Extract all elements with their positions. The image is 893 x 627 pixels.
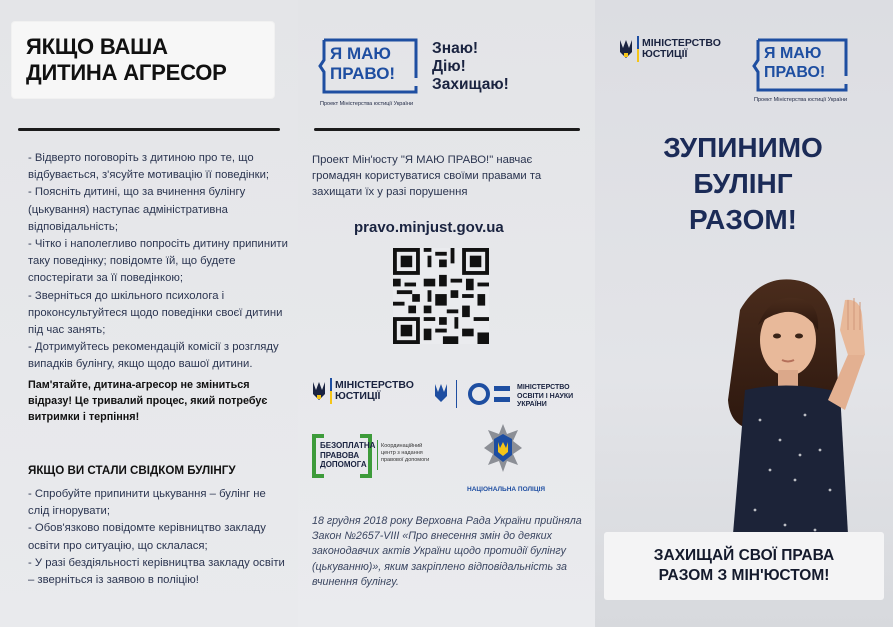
witness-advice-list — [28, 486, 290, 589]
ministry-education-line1: МІНІСТЕРСТВО — [517, 384, 570, 391]
ministry-education-logo-text — [517, 384, 573, 410]
tagline-know: Знаю! — [432, 40, 479, 57]
bottom-slogan-line1: ЗАХИЩАЙ СВОЇ ПРАВА — [653, 547, 835, 564]
warning-text: Пам'ятайте, дитина-агресор не зміниться відразу! Це тривалий процес, який потребує витримки і терпіння! — [28, 378, 268, 423]
tagline — [432, 40, 509, 94]
ministry-justice-line2: ЮСТИЦІЇ — [335, 390, 381, 402]
advice-item: - Відверто поговоріть з дитиною про те, що відбувається, з'ясуйте мотивацію її поведінки; — [28, 152, 270, 182]
panel-aggressor-child — [0, 0, 298, 627]
panel1-title-box — [12, 22, 274, 98]
advice-item: - Зверніться до шкільного психолога і проконсультуйтеся щодо поведінки своєї дитини під час занять; — [28, 289, 283, 337]
cover-ministry-line1: МІНІСТЕРСТВО — [642, 37, 721, 49]
tagline-protect: Захищаю! — [432, 76, 509, 93]
advice-item: - Поясніть дитині, що за вчинення булінгу (цькування) наступає адміністративна відповідальність; — [28, 186, 246, 233]
bottom-slogan-box — [604, 532, 884, 600]
qr-code-icon — [393, 248, 489, 344]
project-url[interactable]: pravo.minjust.gov.ua — [354, 219, 504, 236]
flag-bar-yellow — [637, 49, 639, 62]
headline-line2: БУЛІНГ — [693, 168, 793, 199]
trident-icon — [619, 38, 633, 60]
witness-advice-item: - Спробуйте припинити цькування – булінг не слід ігнорувати; — [28, 488, 266, 518]
headline-line1: ЗУПИНИМО — [663, 132, 823, 163]
panel1-title-line1: ЯКЩО ВАША — [26, 34, 168, 59]
legal-aid-center-line2: центр з надання — [381, 450, 423, 456]
legal-aid-center-line1: Координаційний — [381, 443, 423, 449]
flag-bar-yellow — [330, 391, 332, 404]
legal-aid-line3: ДОПОМОГА — [320, 460, 367, 469]
education-logo-divider — [456, 380, 457, 408]
logo-line1: Я МАЮ — [330, 44, 391, 63]
bottom-slogan-line2: РАЗОМ З МІН'ЮСТОМ! — [658, 567, 830, 584]
police-label: НАЦІОНАЛЬНА ПОЛІЦІЯ — [467, 486, 546, 493]
headline-line3: РАЗОМ! — [688, 204, 798, 235]
ministry-education-line3: УКРАЇНИ — [517, 401, 547, 408]
cover-logo-line2: ПРАВО! — [764, 64, 826, 81]
ministry-justice-logo-text — [335, 380, 414, 402]
legal-aid-center-line3: правової допомоги — [381, 457, 430, 463]
panel1-title-line2: ДИТИНА АГРЕСОР — [26, 60, 227, 85]
cover-ministry-text — [642, 38, 721, 60]
police-badge-icon — [483, 422, 523, 474]
legal-aid-line1: БЕЗОПЛАТНА — [320, 441, 376, 450]
law-text: 18 грудня 2018 року Верховна Рада України прийняла Закон №2657-VIII «Про внесення змін до деяких законодавчих актів України щодо протидії булінгу (цькуванню)», яким закріплено відповідальність за вчинення булінгу. — [312, 515, 582, 588]
advice-item: - Чітко і наполегливо попросіть дитину припинити таку поведінку; повідомте їй, що будете спостерігати за її поведінкою; — [28, 238, 288, 285]
cover-logo-line1: Я МАЮ — [764, 45, 822, 62]
logo-line2: ПРАВО! — [330, 64, 396, 83]
witness-heading: ЯКЩО ВИ СТАЛИ СВІДКОМ БУЛІНГУ — [28, 464, 236, 477]
ministry-justice-line1: МІНІСТЕРСТВО — [335, 379, 414, 391]
legal-aid-center-text — [381, 443, 429, 464]
girl-stop-gesture-image — [700, 270, 890, 570]
witness-advice-item: - Обов'язково повідомте керівництво закладу освіти про ситуацію, що склалася; — [28, 522, 266, 552]
advice-list — [28, 150, 290, 425]
cover-ministry-line2: ЮСТИЦІЇ — [642, 48, 688, 60]
legal-aid-line2: ПРАВОВА — [320, 450, 360, 460]
cover-logo-caption: Проект Міністерства юстиції України — [754, 97, 848, 103]
project-intro: Проект Мін'юсту "Я МАЮ ПРАВО!" навчає громадян користуватися своїми правами та захищати їх у разі порушення — [312, 154, 542, 198]
divider-brush — [314, 128, 580, 131]
divider-brush — [18, 128, 280, 131]
trident-icon — [433, 382, 449, 404]
trident-icon — [312, 380, 326, 402]
logo-caption: Проект Міністерства юстиції України — [320, 101, 414, 107]
advice-item: - Дотримуйтесь рекомендацій комісії з розгляду випадків булінгу, якщо щодо вашої дитини. — [28, 341, 279, 371]
flag-bar-blue — [637, 36, 639, 49]
tagline-act: Дію! — [432, 58, 466, 75]
legal-aid-logo-text — [320, 441, 375, 470]
education-mark-icon — [468, 382, 514, 406]
witness-advice-item: - У разі бездіяльності керівництва закладу освіти – зверніться із заявою в поліцію! — [28, 556, 285, 587]
legal-aid-divider — [377, 440, 378, 470]
ministry-education-line2: ОСВІТИ І НАУКИ — [517, 392, 574, 400]
